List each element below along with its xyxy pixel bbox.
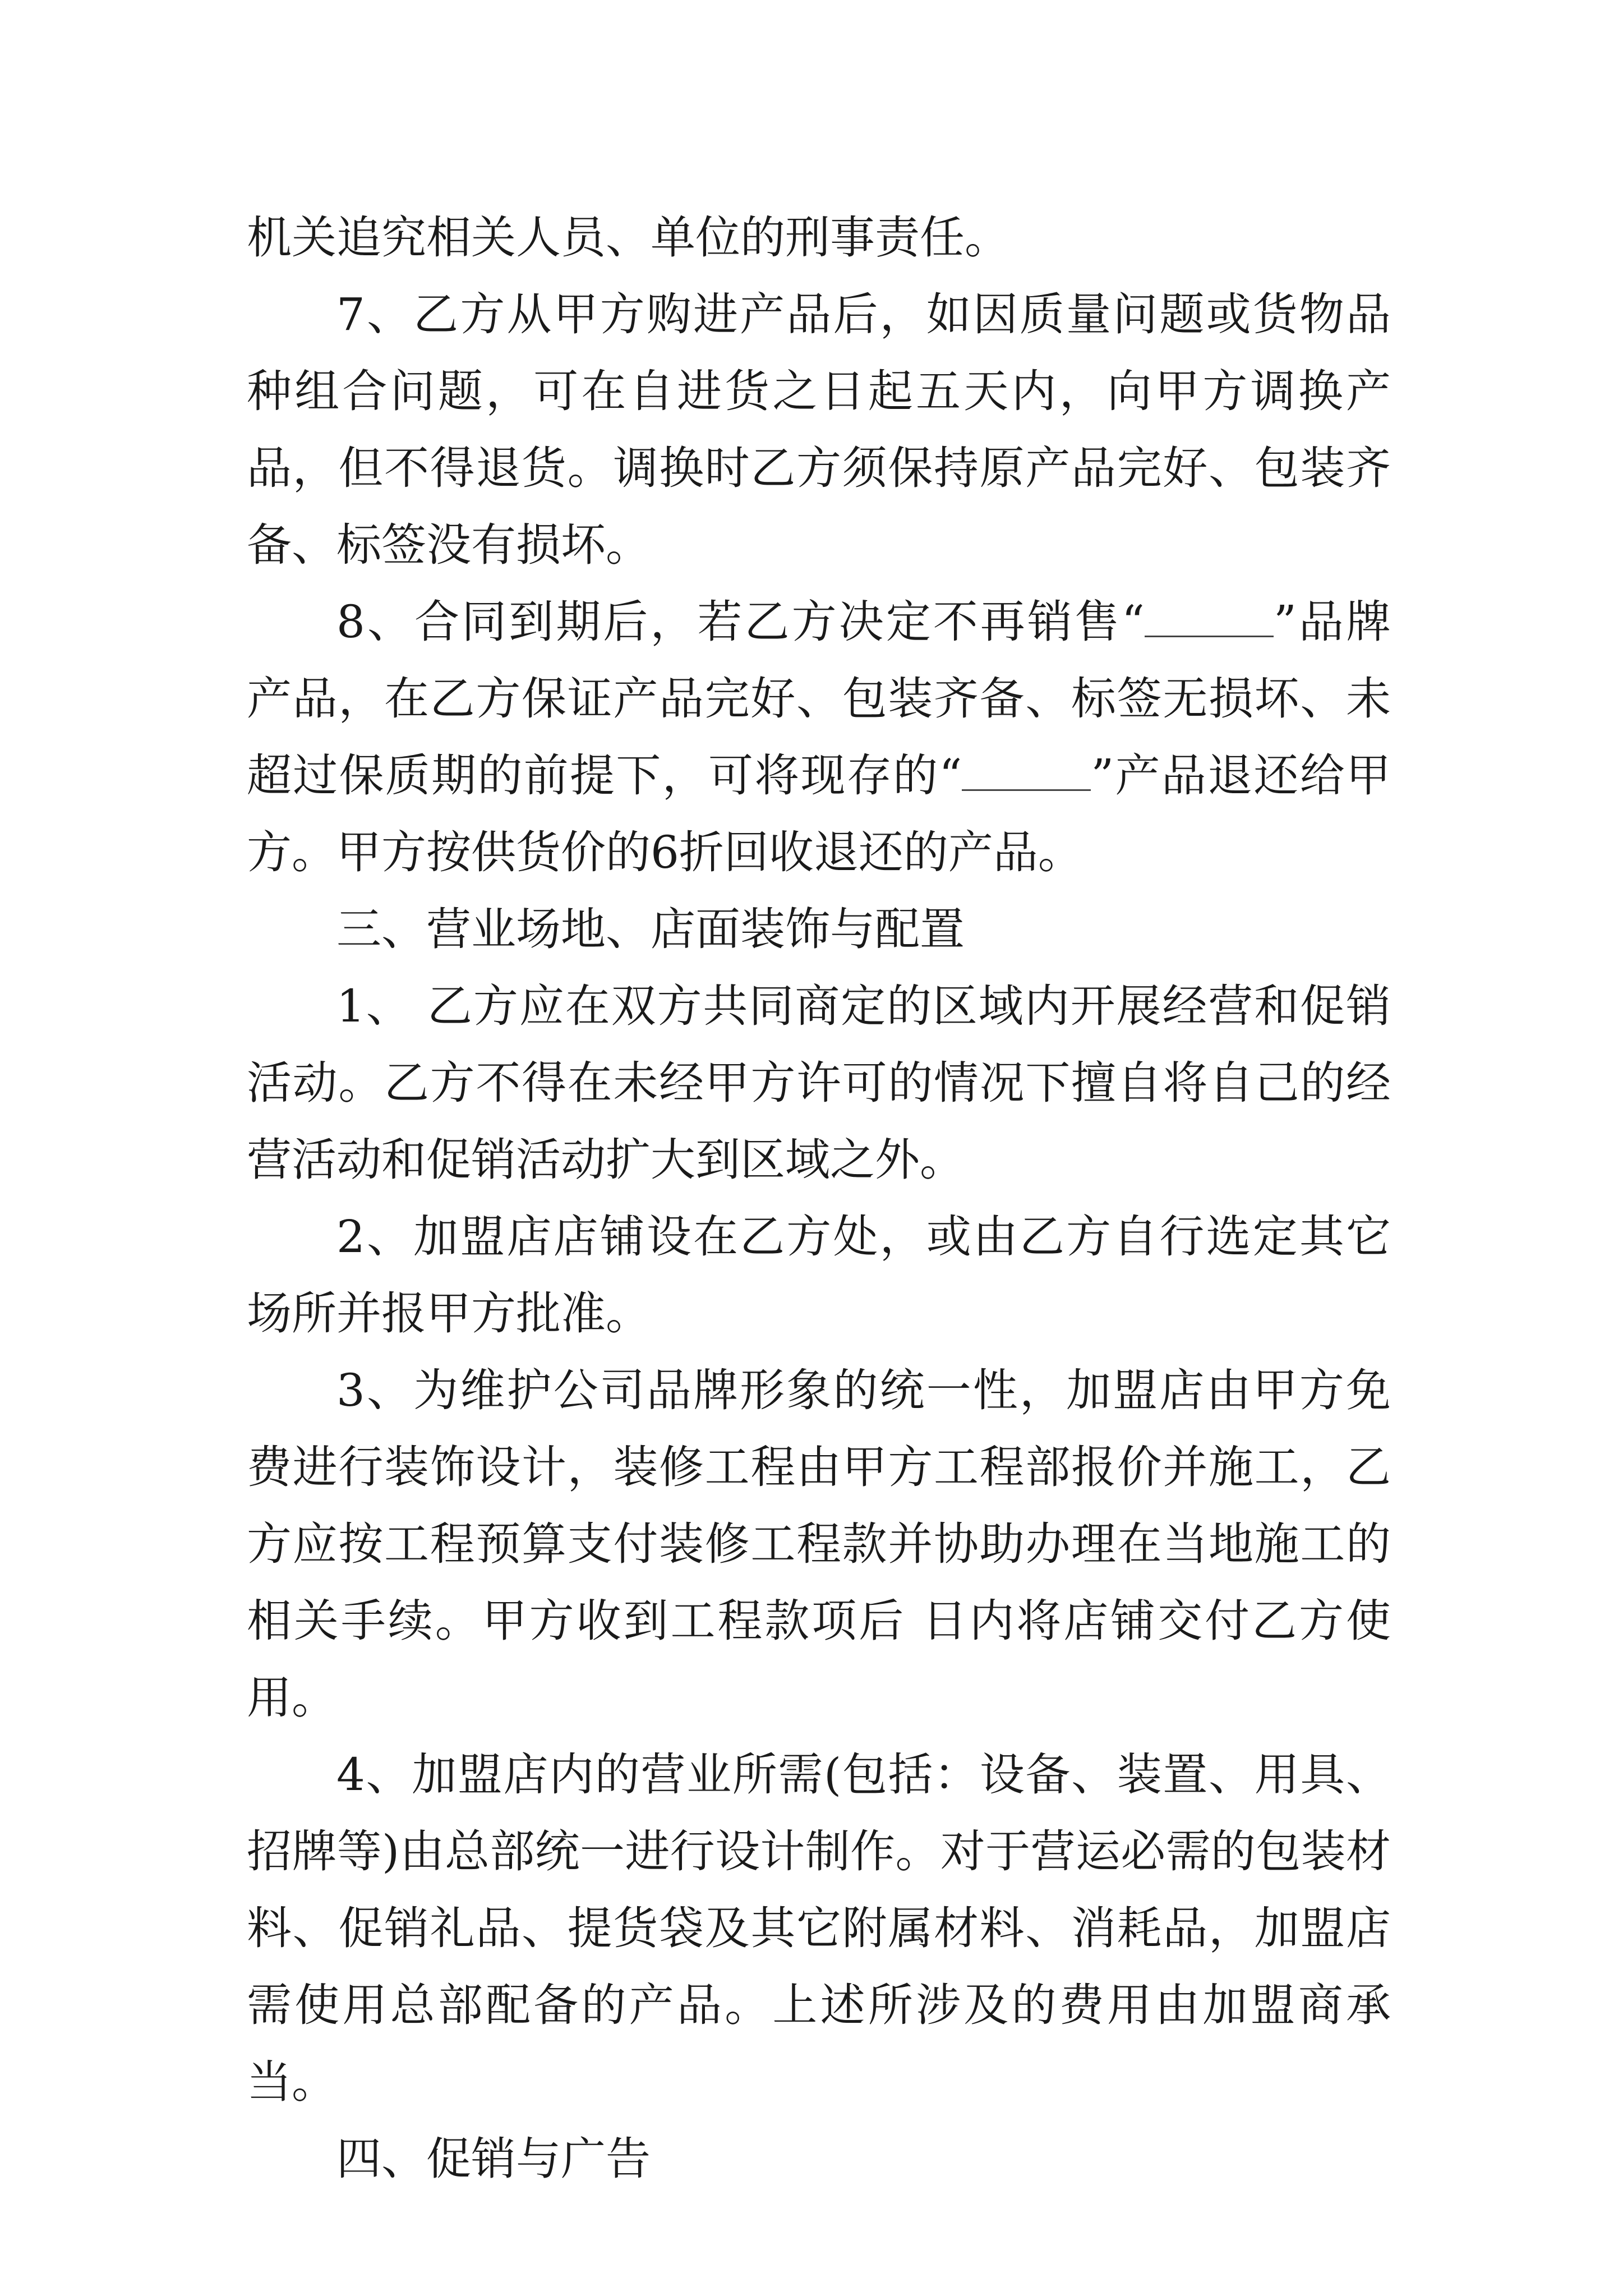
paragraph-section3-clause-1: 1、 乙方应在双方共同商定的区域内开展经营和促销活动。乙方不得在未经甲方许可的情况下擅自将自己的经营活动和促销活动扩大到区域之外。	[247, 980, 1391, 1186]
paragraph-section3-clause-2: 2、加盟店店铺设在乙方处，或由乙方自行选定其它场所并报甲方批准。	[247, 1211, 1391, 1340]
paragraph-clause-7: 7、乙方从甲方购进产品后，如因质量问题或货物品种组合问题，可在自进货之日起五天内，向甲方调换产品，但不得退货。调换时乙方须保持原产品完好、包装齐备、标签没有损坏。	[247, 288, 1391, 571]
clause-8-text-part-2: ”品牌产品，在乙方保证产品完好、包装齐备、标签无损坏、未超过保质期的前提下，可将现存的“	[247, 596, 1391, 802]
section-heading-4: 四、促销与广告	[336, 2133, 651, 2185]
paragraph-section3-clause-4: 4、加盟店内的营业所需(包括：设备、装置、用具、招牌等)由总部统一进行设计制作。对于营运必需的包装材料、促销礼品、提货袋及其它附属材料、消耗品，加盟店需使用总部配备的产品。上述所涉及的费用由加盟商承当。	[247, 1749, 1391, 2108]
paragraph-clause-8	[247, 583, 1391, 891]
paragraph-section3-clause-3: 3、为维护公司品牌形象的统一性，加盟店由甲方免费进行装饰设计，装修工程由甲方工程部报价并施工，乙方应按工程预算支付装修工程款并协助办理在当地施工的相关手续。甲方收到工程款项后 日内将店铺交付乙方使用。	[247, 1364, 1391, 1724]
clause-8-text-part-3: ”产品退还给甲方。甲方按供货价的6折回收退还的产品。	[247, 749, 1391, 878]
paragraph-continuation: 机关追究相关人员、单位的刑事责任。	[247, 211, 1009, 264]
section-heading-3: 三、营业场地、店面装饰与配置	[336, 903, 965, 955]
blank-field-brand-return	[962, 750, 1091, 791]
blank-field-brand	[1145, 596, 1274, 637]
clause-8-text-part-1: 8、合同到期后，若乙方决定不再销售“	[336, 596, 1145, 648]
document-body	[247, 199, 1391, 2197]
